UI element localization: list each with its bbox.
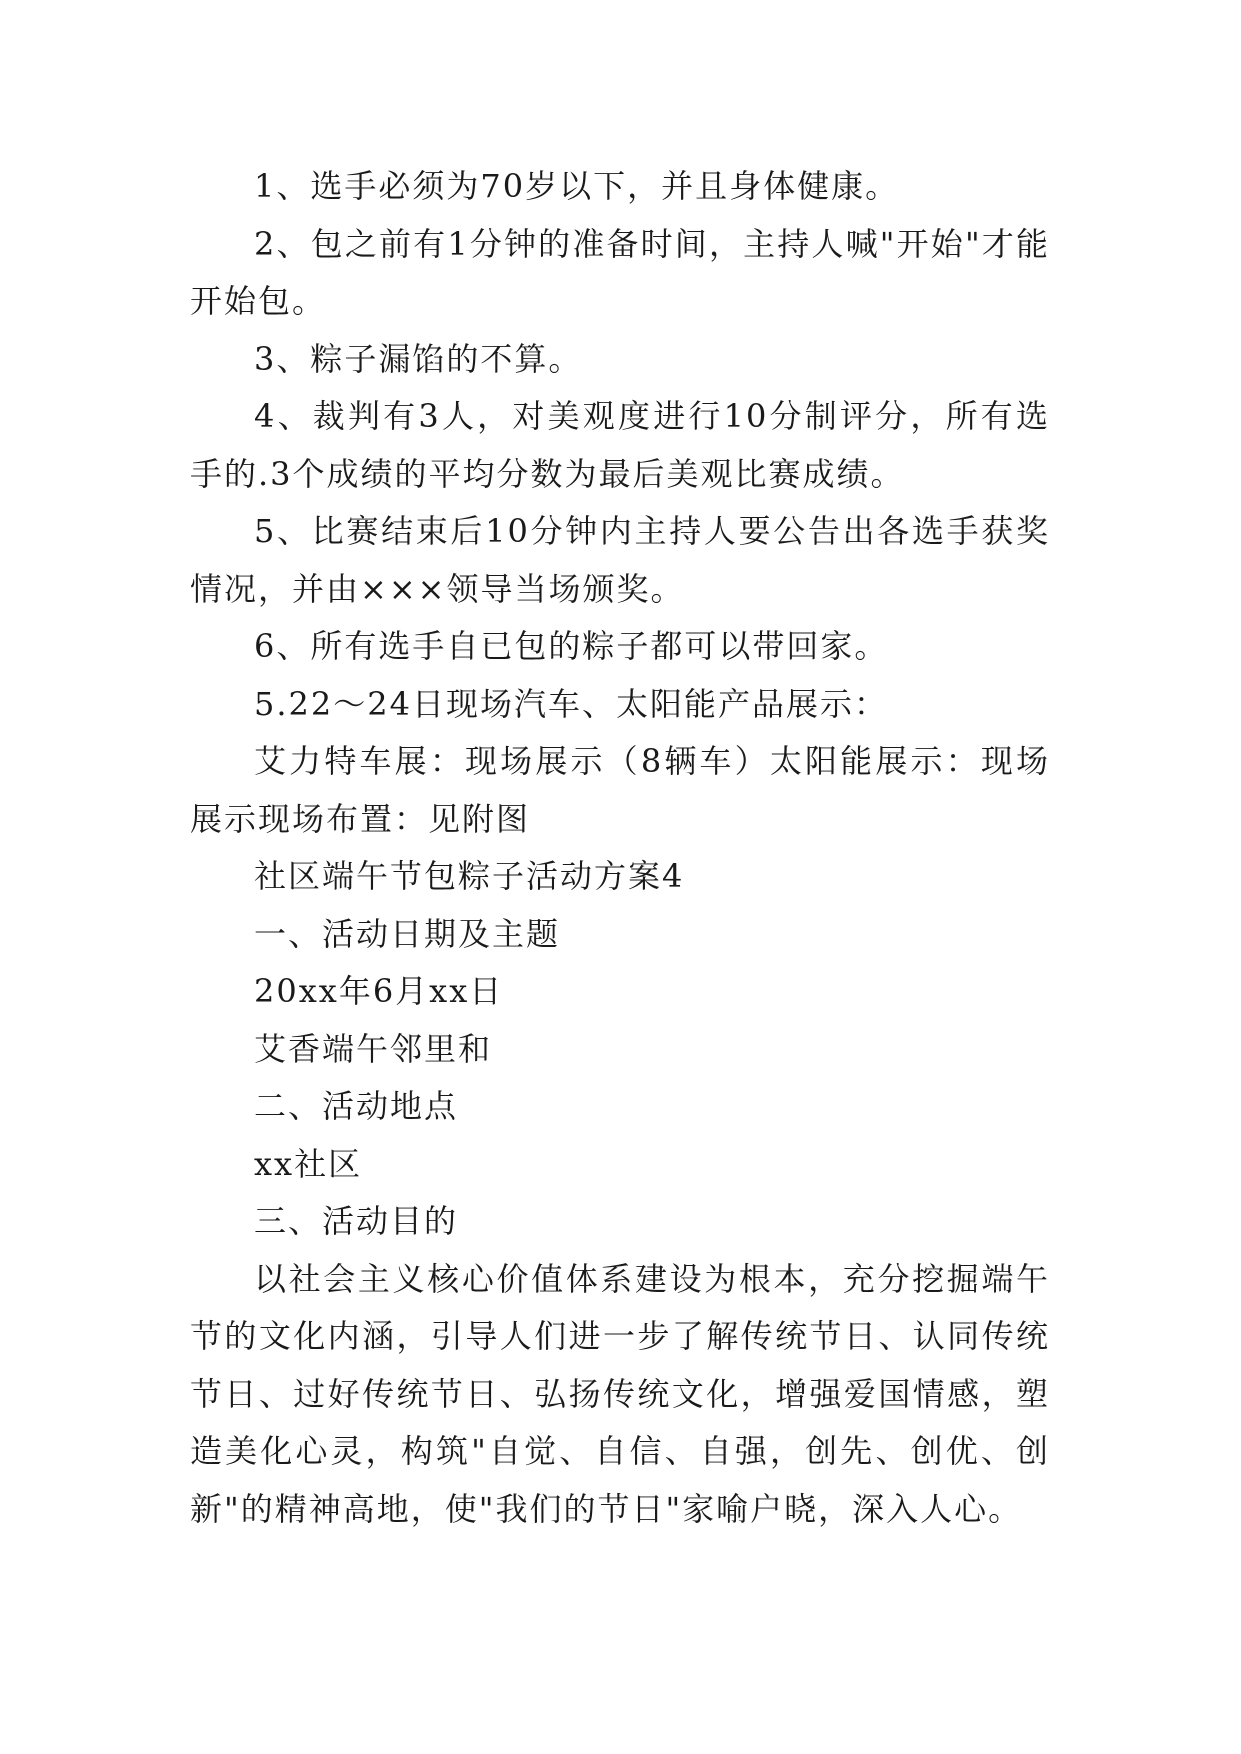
rule-item-3: 3、粽子漏馅的不算。 [254, 339, 583, 378]
section-heading-purpose: 三、活动目的 [254, 1202, 459, 1240]
rule-item-6: 6、所有选手自已包的粽子都可以带回家。 [254, 627, 889, 665]
exhibition-heading: 5.22～24日现场汽车、太阳能产品展示： [254, 684, 888, 723]
exhibition-details: 艾力特车展：现场展示（8辆车）太阳能展示：现场展示现场布置：见附图 [190, 742, 1050, 838]
section-heading-location: 二、活动地点 [254, 1087, 459, 1125]
rule-item-2: 2、包之前有1分钟的准备时间，主持人喊"开始"才能开始包。 [190, 224, 1050, 320]
rule-item-4: 4、裁判有3人，对美观度进行10分制评分，所有选手的.3个成绩的平均分数为最后美观比赛成绩。 [190, 397, 1050, 493]
activity-date: 20xx年6月xx日 [254, 972, 504, 1010]
purpose-paragraph: 以社会主义核心价值体系建设为根本，充分挖掘端午节的文化内涵，引导人们进一步了解传统节日、认同传统节日、过好传统节日、弘扬传统文化，增强爱国情感，塑造美化心灵，构筑"自觉、自信、自强，创先、创优、创新"的精神高地，使"我们的节日"家喻户晓，深入人心。 [190, 1259, 1050, 1528]
document-body [190, 158, 1050, 1538]
activity-theme: 艾香端午邻里和 [254, 1029, 493, 1068]
rule-item-5: 5、比赛结束后10分钟内主持人要公告出各选手获奖情况，并由×××领导当场颁奖。 [190, 512, 1050, 608]
activity-location: xx社区 [254, 1144, 363, 1183]
plan-title: 社区端午节包粽子活动方案4 [254, 857, 685, 895]
section-heading-date-theme: 一、活动日期及主题 [254, 914, 561, 953]
rule-item-1: 1、选手必须为70岁以下，并且身体健康。 [254, 167, 900, 205]
